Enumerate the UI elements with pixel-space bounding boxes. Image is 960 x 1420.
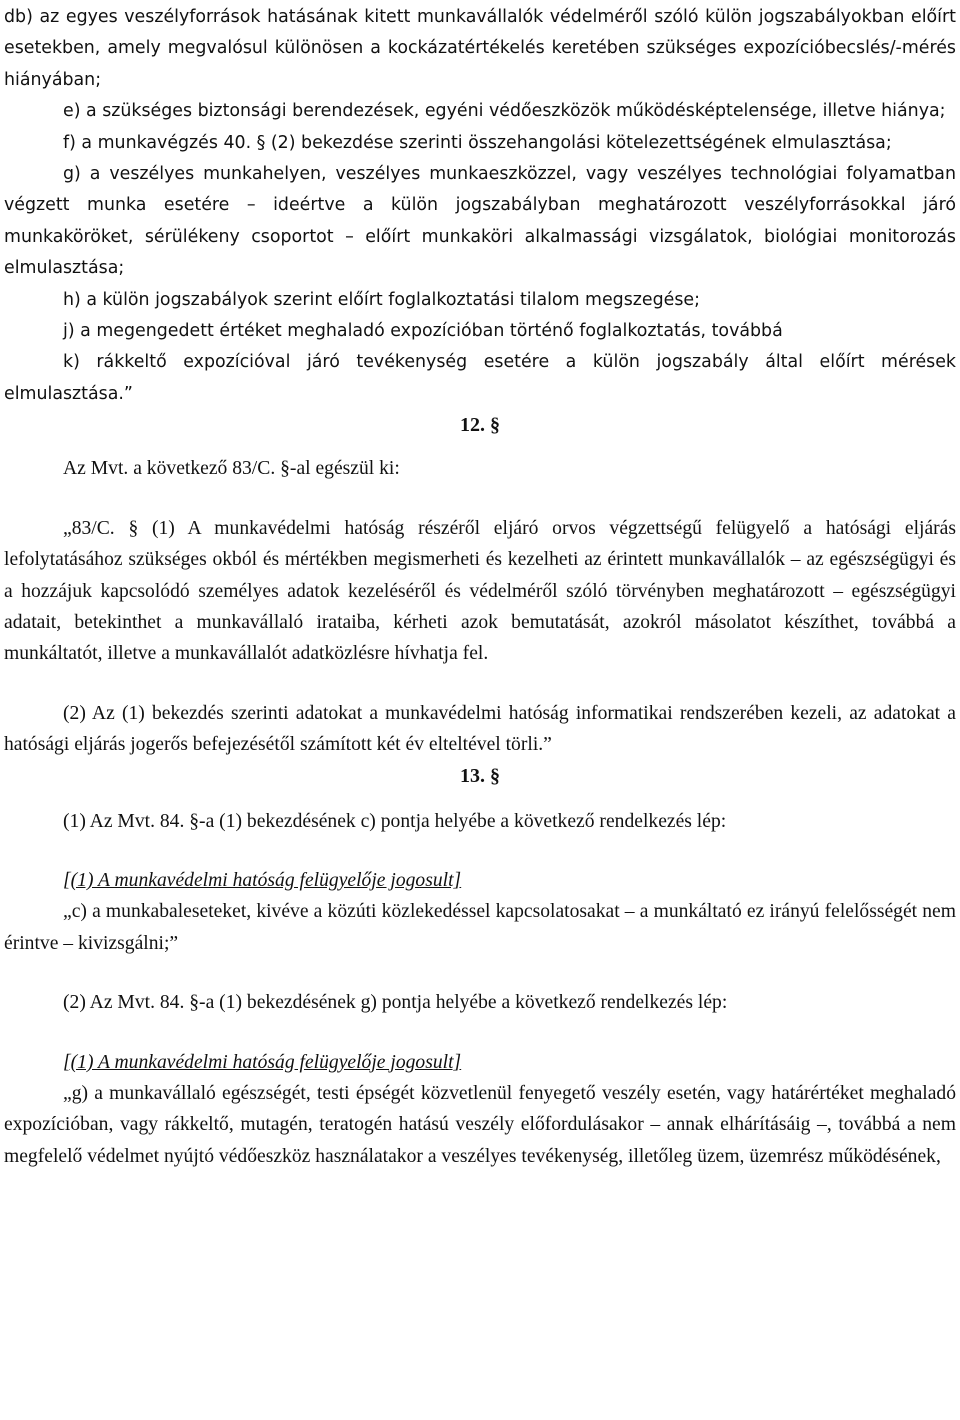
section-13-italic-2 bbox=[4, 1047, 956, 1078]
paragraph-k: k) rákkeltő expozícióval járó tevékenység esetére a külön jogszabály által előírt mérések elmulasztása.” bbox=[4, 352, 956, 404]
italic-lead-1: [(1) A munkavédelmi hatóság felügyelője jogosult] bbox=[63, 869, 462, 891]
section-12-paragraph-2: (2) Az (1) bekezdés szerinti adatokat a munkavédelmi hatóság informatikai rendszerében kezeli, az adatokat a hatósági eljárás jogerős befejezésétől számított két év elteltével törli.” bbox=[4, 702, 956, 756]
section-13-point-c: „c) a munkabaleseteket, kivéve a közúti közlekedéssel kapcsolatosakat – a munkáltató ez irányú felelősségét nem érintve – kivizsgálni;” bbox=[4, 901, 956, 954]
paragraph-h: h) a külön jogszabályok szerint előírt foglalkoztatási tilalom megszegése; bbox=[63, 289, 700, 310]
paragraph-f: f) a munkavégzés 40. § (2) bekezdése szerinti összehangolási kötelezettségének elmulasztása; bbox=[63, 132, 892, 153]
paragraph-g: g) a veszélyes munkahelyen, veszélyes munkaeszközzel, vagy veszélyes technológiai folyamatban végzett munka esetére – ideértve a külön jogszabályban meghatározott veszélyforrásokkal járó munkaköröket, sérülékeny csoportot – előírt munkaköri alkalmassági vizsgálatok, biológiai monitorozás elmulasztása; bbox=[4, 164, 956, 279]
paragraph-e: e) a szükséges biztonsági berendezések, egyéni védőeszközök működésképtelensége, illetve hiánya; bbox=[63, 101, 946, 122]
section-12-paragraph-1: „83/C. § (1) A munkavédelmi hatóság részéről eljáró orvos végzettségű felügyelő a hatósági eljárás lefolytatásához szükséges okból és mértékben megismerheti és kezelheti az érintett munkavállalók – az egészségügyi és a hozzájuk kapcsolódó személyes adatok kezeléséről és védelméről szóló törvényben meghatározott – egészségügyi adatait, betekinthet a munkavállaló irataiba, kérheti azok bemutatását, azokról másolatot készíthet, továbbá a munkáltatót, illetve a munkavállalót adatközlésre hívhatja fel. bbox=[4, 517, 956, 665]
section-13-paragraph-2: (2) Az Mvt. 84. §-a (1) bekezdésének g) pontja helyébe a következő rendelkezés lép: bbox=[63, 992, 728, 1014]
section-13-paragraph-1: (1) Az Mvt. 84. §-a (1) bekezdésének c) pontja helyébe a következő rendelkezés lép: bbox=[63, 810, 727, 832]
section-12-heading: 12. § bbox=[460, 414, 500, 437]
section-13-point-g: „g) a munkavállaló egészségét, testi épségét közvetlenül fenyegető veszély esetén, vagy határértéket meghaladó expozícióban, vagy rákkeltő, mutagén, teratogén hatású veszély előfordulásakor – annak elhárításáig –, továbbá a nem megfelelő védelmet nyújtó védőeszköz használatakor a veszélyes tevékenység, illetőleg üzem, üzemrész működésének, bbox=[4, 1082, 956, 1167]
paragraph-j: j) a megengedett értéket meghaladó expozícióban történő foglalkoztatás, továbbá bbox=[63, 321, 783, 342]
section-13-italic-1 bbox=[4, 865, 956, 896]
italic-lead-2: [(1) A munkavédelmi hatóság felügyelője jogosult] bbox=[63, 1051, 462, 1073]
paragraph-db: db) az egyes veszélyforrások hatásának kitett munkavállalók védelméről szóló külön jogszabályokban előírt esetekben, amely megvalósul különösen a kockázatértékelés keretében szükséges expozícióbecslés/-mérés hiányában; bbox=[4, 7, 956, 90]
document-page bbox=[4, 2, 956, 1172]
section-13-heading: 13. § bbox=[460, 764, 500, 787]
section-12-intro: Az Mvt. a következő 83/C. §-al egészül ki: bbox=[63, 458, 400, 480]
